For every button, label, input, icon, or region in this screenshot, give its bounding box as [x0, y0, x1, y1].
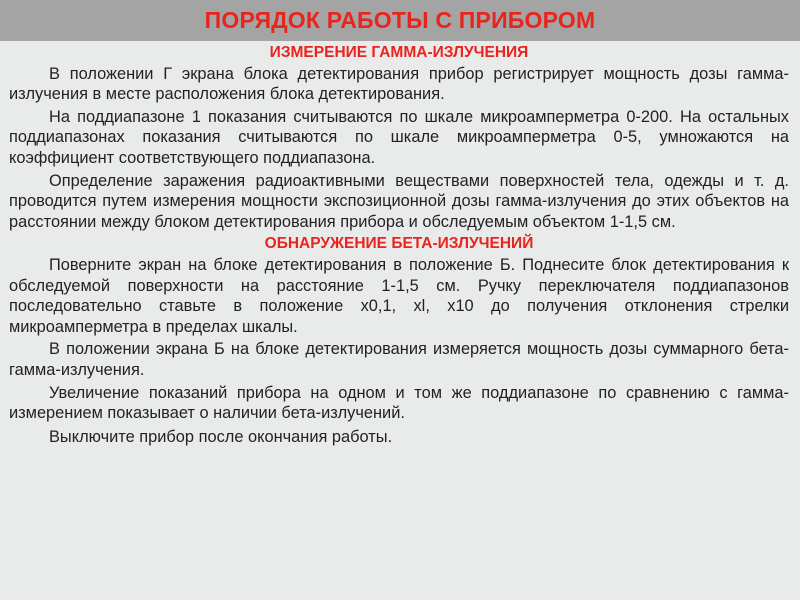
section-heading-gamma: ИЗМЕРЕНИЕ ГАММА-ИЗЛУЧЕНИЯ — [269, 44, 529, 61]
paragraph-beta-4: Выключите прибор после окончания работы. — [49, 427, 393, 446]
paragraph-gamma-2: На поддиапазоне 1 показания считываются по шкале микроамперметра 0-200. На остальных поддиапазонах показания считываются по шкале микроамперметра 0-5, умножаются на коэффициент соответствующего поддиапазона. — [9, 107, 789, 167]
paragraph-beta-2: В положении экрана Б на блоке детектирования измеряется мощность дозы суммарного бета-гамма-излучения. — [9, 340, 789, 379]
paragraph-beta-3: Увеличение показаний прибора на одном и том же поддиапазоне по сравнению с гамма-измерением показывает о наличии бета-излучений. — [9, 383, 789, 423]
paragraph-beta-1: Поверните экран на блоке детектирования в положение Б. Поднесите блок детектирования к обследуемой поверхности на расстояние 1-1,5 см. Ручку переключателя поддиапазонов последовательно ставьте в положение x0,1, xl, x10 до получения отклонения стрелки микроамперметра в пределах шкалы. — [9, 255, 789, 336]
paragraph-gamma-1: В положении Г экрана блока детектирования прибор регистрирует мощность дозы гамма-излучения в месте расположения блока детектирования. — [9, 64, 789, 104]
slide-title: ПОРЯДОК РАБОТЫ С ПРИБОРОМ — [204, 7, 596, 33]
title-bar — [0, 0, 800, 41]
section-heading-beta: ОБНАРУЖЕНИЕ БЕТА-ИЗЛУЧЕНИЙ — [264, 235, 534, 253]
slide-content — [9, 43, 789, 449]
paragraph-gamma-3: Определение заражения радиоактивными веществами поверхностей тела, одежды и т. д. проводится путем измерения мощности экспозиционной дозы гамма-излучения до этих объектов на расстоянии между блоком детектирования прибора и обследуемым объектом 1-1,5 см. — [9, 171, 789, 231]
